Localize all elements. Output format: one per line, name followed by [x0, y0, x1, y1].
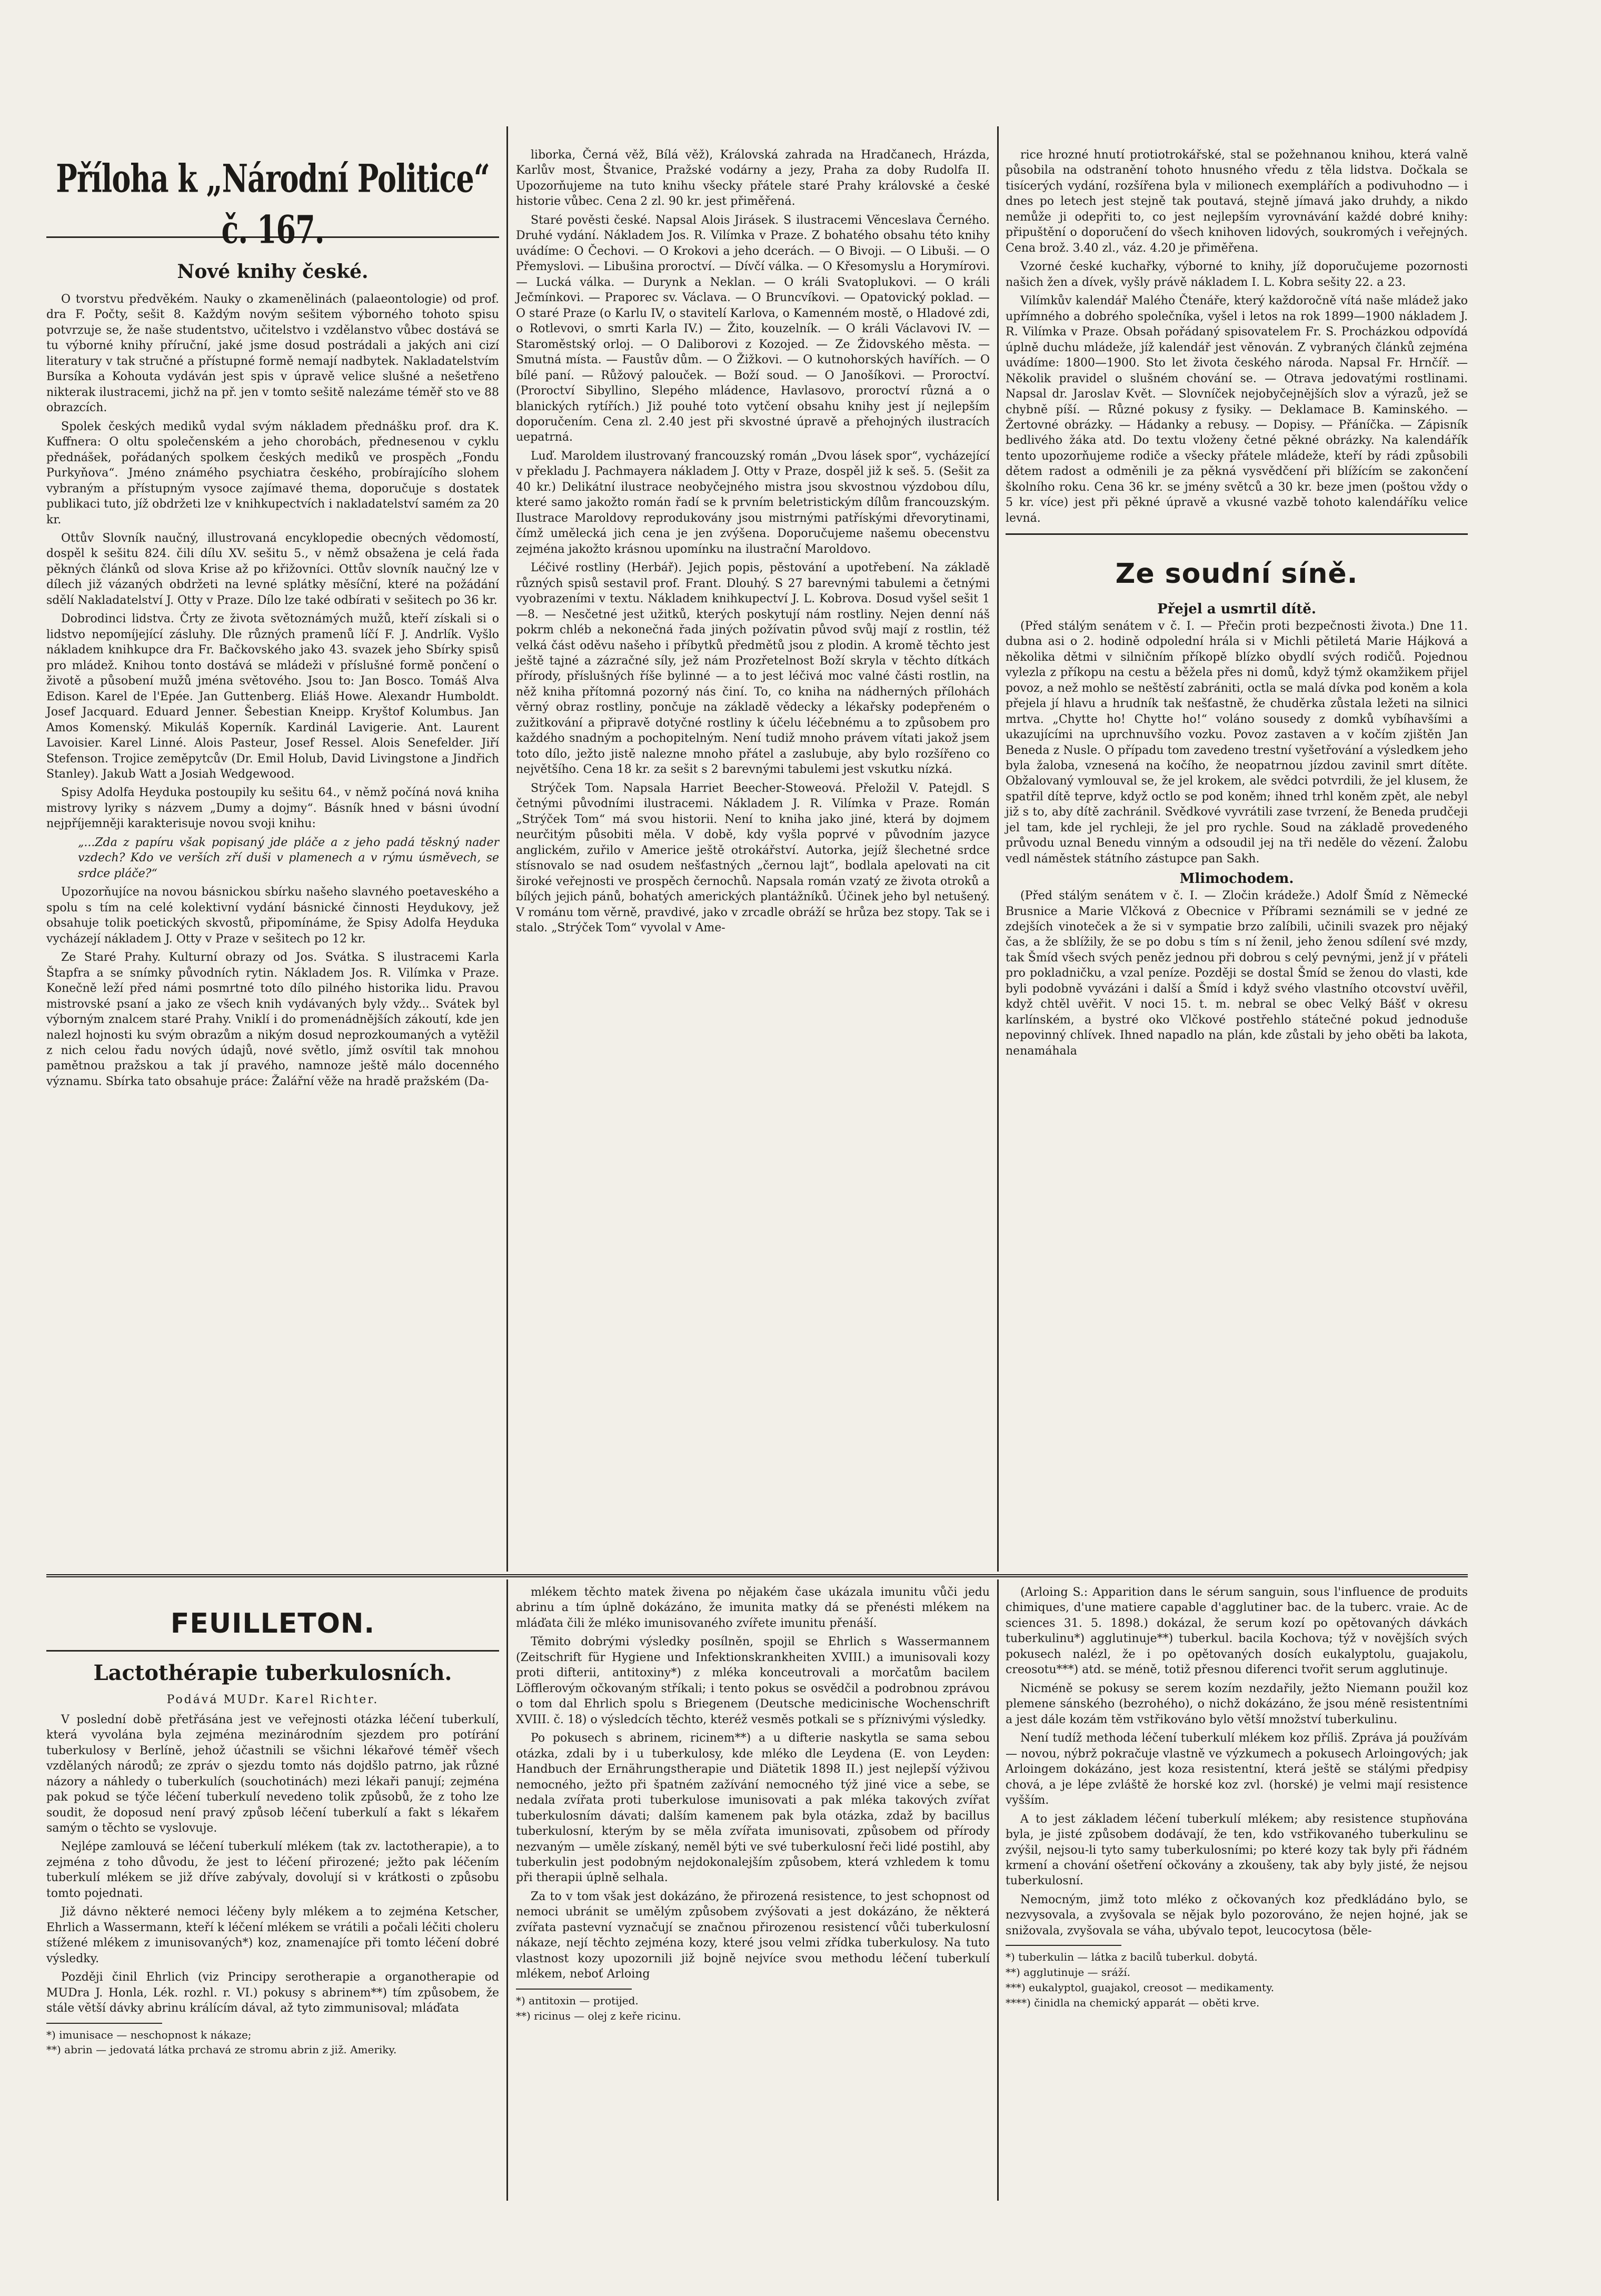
paragraph: rice hrozné hnutí protiotrokářské, stal se požehnanou knihou, která valně působila na odstranění tohoto hnusného vředu z těla lidstva. Dočkala se tisícerých vydání, rozšířena byla v milionech exemplářích a podivuhodno — i dnes po letech jest stejně tak poutavá, stejně jímavá jako druhdy, a nikdo nemůže ji odepřiti to, co jest nejlepším vyrovnávání každé dobré knihy: připuštění o doporučení do všech knihoven lidových, soukromých i veřejných. Cena brož. 3.40 zl., váz. 4.20 je přiměřena.: [1006, 148, 1468, 255]
paragraph: Strýček Tom. Napsala Harriet Beecher-Stoweová. Přeložil V. Patejdl. S četnými původními ilustracemi. Nákladem J. R. Vilímka v Praze. Román „Strýček Tom“ má svou historii. Není to kniha jako jiné, která by dojmem neurčitým působiti měla. V době, kdy vyšla poprvé v původním jazyce anglickém, zuřilo v Americe ještě otrokářství. Autorka, jejíž šlechetné srdce stísnovalo se nad osudem nešťastných „černou lajt“, bodlala apelovati na cit široké veřejnosti ve prospěch černochů. Napsala román vzatý ze života otroků a bílých jejich pánů, bohatých amerických plantážníků. Účinek jeho byl netušený. V románu tom věrně, pravdivé, jako v zrcadle obráží se hrůza bez stopy. Tak se i stalo. „Strýček Tom“ vyvolal v Ame-: [516, 781, 990, 935]
newspaper-page: [46, 126, 1468, 2206]
article-author: Podává MUDr. Karel Richter.: [166, 1693, 379, 1707]
paragraph: Ze Staré Prahy. Kulturní obrazy od Jos. Svátka. S ilustracemi Karla Štapfra a se snímky původních rytin. Nákladem Jos. R. Vilímka v Praze. Konečně leží před námi posmrtné toto dílo pilného historika lidu. Pravou mistrovské psaní a jako ze všech knih vydávaných byly vždy... Svátek byl výborným znalcem staré Prahy. Vniklí i do promenádnějších zákoutí, kde jen nalezl hojnosti ku svým obrazům a nikým dosud neprozkoumaných a vytěžil z nich celou řadu nových údajů, nové světlo, jímž osvítil tak mnohou pamětnou pražskou a tak jí pravého, namnoze ještě málo docenného významu. Sbírka tato obsahuje práce: Žalářní věže na hradě pražském (Da-: [46, 951, 499, 1088]
footnote: **) ricinus — olej z keře ricinu.: [516, 2009, 681, 2022]
footnote-rule: [1006, 1945, 1121, 1946]
feuilleton-rule: [46, 1574, 1468, 1577]
footnote: ***) eukalyptol, guajakol, creosot — medikamenty.: [1006, 1981, 1275, 1994]
footnote: *) imunisace — neschopnost k nákaze;: [46, 2028, 252, 2041]
court-subheading: Přejel a usmrtil dítě.: [1157, 601, 1316, 617]
paragraph: Později činil Ehrlich (viz Principy serotherapie a organotherapie od MUDra J. Honla, Lék. rozhl. r. VI.) pokusy s abrinem**) tím způsobem, že stále větší dávky abrinu králícím dával, až tyto zimmunisoval; mláďata: [46, 1971, 499, 2015]
section-title-books: Nové knihy české.: [177, 260, 369, 283]
paragraph: Staré pověsti české. Napsal Alois Jirásek. S ilustracemi Věnceslava Černého. Druhé vydání. Nákladem Jos. R. Vilímka v Praze. Z bohatého obsahu této knihy uvádíme: O Čechovi. — O Krokovi a jeho dcerách. — O Bivoji. — O Libuši. — O Přemyslovi. — Libušina proroctví. — Dívčí válka. — O Křesomyslu a Horymírovi. — Lucká válka. — Durynk a Neklan. — O králi Svatoplukovi. — O králi Ječmínkovi. — Praporec sv. Václava. — O Bruncvíkovi. — Opatovický poklad. — O staré Praze (o Karlu IV, o stavitelí Karlova, o Kamenném mostě, o Hladové zdi, o Rotlevovi, o smrti Karla IV.) — Žito, kouzelník. — O králi Václavovi IV. — Staroměstský orloj. — O Daliborovi z Kozojed. — Ze Židovského města. — Smutná místa. — Faustův dům. — O Žižkovi. — O kutnohorských havířích. — O bílé paní. — Růžový palouček. — Boží soud. — O Janošíkovi. — Proroctví. (Proroctví Sibyllino, Slepého mládence, Havlasovo, proroctví různá a o blanických rytířích.) Již pouhé toto vytčení obsahu knihy jest jí nejlepším doporučením. Cena zl. 2.40 jest při skvostné úpravě a přehojných ilustracích uepatrná.: [516, 213, 990, 444]
paragraph: Léčivé rostliny (Herbář). Jejich popis, pěstování a upotřebení. Na základě různých spisů sestavil prof. Frant. Dlouhý. S 27 barevnými tabulemi a četnými vyobrazeními v textu. Nákladem knihkupectví J. L. Kobrova. Dosud vyšel sešit 1—8. — Nesčetné jest užitků, kterých poskytují nám rostliny. Nejen denní náš pokrm chléb a nekonečná řada jiných požívatin původ svůj mají z rostlin, též velká část oděvu našeho i příbytků předmětů jsou z plodin. A kromě těchto jest ještě tajné a zázračné síly, jež nám Prozřetelnost Boží skryla v těchto dítkách přírody, příslušných říše bylinné — a to jest léčivá moc valné části rostlin, na něž kniha přítomná pozorný nás činí. To, co kniha na nádherných přílohách věrný obraz rostliny, pončuje na základě vědecky a lékařsky podepřeném o zužitkování a připravě dotyčné rostliny k účelu léčebnému a to způsobem pro každého snadným a pochopitelným. Není tudiž mnoho právem vítati jakož jsem toto dílo, ježto jistě nalezne mnoho přátel a zaslubuje, aby bylo rozšířeno co největšího. Cena 18 kr. za sešit s 2 barevnými tabulemi jest vskutku nízká.: [516, 561, 990, 777]
column-rule: [997, 1579, 999, 2201]
poem: „...Zda z papíru však popisaný jde pláče a z jeho padá těskný nader vzdech? Kdo ve verších zří duši v plamenech a v rýmu úsměvech, se srdce pláče?“: [78, 836, 499, 880]
column-1: [46, 126, 499, 1092]
paragraph: Luď. Maroldem ilustrovaný francouzský román „Dvou lásek spor“, vycházející v překladu J. Pachmayera nákladem J. Otty v Praze, dospěl již k seš. 5. (Sešit za 40 kr.) Delikátní ilustrace neobyčejného mistra jsou skvostnou výzdobou dílu, které samo jakožto román řadí se k prvním beletristickým dílům francouzským. Ilustrace Maroldovy reprodukovány jsou mistrnými patřískými dřevorytinami, čímž umělecká jich cena je jen zvýšena. Doporučujeme našemu obecenstvu zejména jakožto krásnou upomínku na ilustrační Maroldovo.: [516, 449, 990, 556]
footnote-rule: [516, 1989, 632, 1990]
footnote: *) antitoxin — protijed.: [516, 1994, 639, 2007]
divider: [1006, 533, 1468, 535]
court-subheading: Mlimochodem.: [1179, 871, 1294, 887]
column-rule: [506, 1579, 508, 2201]
column-3: [1006, 147, 1468, 1062]
article-title: Lactothérapie tuberkulosních.: [93, 1660, 452, 1685]
paragraph: V poslední době přetřásána jest ve veřejnosti otázka léčení tuberkulí, která vyvolána byla zejména mezinárodním sjezdem pro potírání tuberkulosy v Berlíně, jehož účastnili se všichni lékařové téměř všech vzdělaných národů; ze zpráv o sjezdu tomto nás dojdšlo patrno, jak různé názory a náhledy o tuberkulích (souchotinách) mezi lékaři panují; zejména pak pokud se týče léčení tuberkulí nevedeno tolik způsobů, že z toho lze soudit, že doposud není pravý způsob léčení tuberkulí a fakt s lékařem samým o těchto se vyslovuje.: [46, 1713, 499, 1835]
feuilleton-title: FEUILLETON.: [170, 1608, 375, 1639]
paragraph: Spisy Adolfa Heyduka postoupily ku sešitu 64., v němž počíná nová kniha mistrovy lyriky s názvem „Dumy a dojmy“. Básník hned v básni úvodní nejpříjemněji karakterisuje novou svoji knihu:: [46, 786, 499, 831]
section-title-court: Ze soudní síně.: [1115, 558, 1358, 590]
paragraph: Spolek českých mediků vydal svým nákladem přednášku prof. dra K. Kuffnera: O oltu společenském a jeho chorobách, přednesenou v cyklu přednášek, pořádaných spolkem českých mediků ve prospěch „Fondu Purkyňova“. Jméno známého psychiatra českého, probírajícího slohem vybraným a přístupným vysoce zajímavé thema, doporučuje s dostatek publikaci tuto, jíž obdržeti lze v knihkupectvích i nakladatelství samém za 20 kr.: [46, 420, 499, 526]
paragraph: Nemocným, jimž toto mléko z očkovaných koz předkládáno bylo, se nezvysovala, a zvyšovala se nějak bylo pozorováno, že nejen hojné, jak se snižovala, zvyšovala se váha, ubývalo tepot, leucocytosa (běle-: [1006, 1893, 1468, 1937]
footnote: *) tuberkulin — látka z bacilů tuberkul. dobytá.: [1006, 1951, 1258, 1964]
paragraph: Vzorné české kuchařky, výborné to knihy, jíž doporučujeme pozornosti našich žen a dívek, vyšly právě nákladem I. L. Kobra sešity 22. a 23.: [1006, 260, 1468, 289]
feuilleton-column-3: [1006, 1585, 1468, 2011]
books-text: [46, 292, 499, 1089]
divider: [46, 1650, 499, 1652]
footnote: **) abrin — jedovatá látka prchavá ze stromu abrin z již. Ameriky.: [46, 2043, 397, 2056]
paragraph: (Arloing S.: Apparition dans le sérum sanguin, sous l'influence de produits chimiques, d'une matiere capable d'agglutiner bac. de la tuberc. vraie. Ac de sciences 31. 5. 1898.) dokázal, že serum kozí po opětovaných dávkách tuberkulinu*) agglutinuje**) tuberkul. bacila Kochova; týž v novějších svých pokusech nalézl, že i po opětovaných dosích eukalyptolu, guajakolu, creosotu***) atd. se méně, totiž přesnou diferenci tvořit serum agglutinuje.: [1006, 1586, 1468, 1677]
paragraph: (Před stálým senátem v č. I. — Přečin proti bezpečnosti života.) Dne 11. dubna asi o 2. hodině odpolední hrála si v Michli pětiletá Marie Hájková a několika dětmi v silničním příkopě blízko obydlí svých rodičů. Pojednou vylezla z příkopu na cestu a běžela přes ni domů, když týmž okamžikem přijel povoz, a než mohlo se neštěstí zabrániti, octla se malá dívka pod koněm a kola přejela jí hlavu a hrudník tak nešťastně, že chuděrka zůstala ležeti na silnici mrtva. „Chytte ho! Chytte ho!“ voláno sousedy z domků vybíhavšími a ukazujícími na uprchnuvšího vozku. Povoz zastaven a v kočím zjištěn Jan Beneda z Nusle. O případu tom zavedeno trestní vyšetřování a výsledkem jeho byla žaloba, vznesená na kočího, že neopatrnou jízdou zavinil smrt dítěte. Obžalovaný vymlouval se, že jel krokem, ale svědci potvrdili, že jel klusem, že spatřil dítě teprve, když octlo se pod koněm; ihned trhl koněm zpět, ale nebyl již s to, aby dítě zachránil. Svědkové vyvrátili zase tvrzení, že Beneda prudčeji jel tam, kde jel rychleji, že jel pro rychle. Soud na základě provedeného průvodu uznal Benedu vinným a odsoudil jej na tři neděle do vězení. Žalobu vedl náměstek státního zástupce pan Sakh.: [1006, 619, 1468, 866]
paragraph: liborka, Černá věž, Bílá věž), Královská zahrada na Hradčanech, Hrázda, Karlův most, Štvanice, Pražské vodárny a jezy, Praha za doby Rudolfa II. Upozorňujeme na tuto knihu všecky přátele staré Prahy královské a české historie vůbec. Cena 2 zl. 90 kr. jest přiměřená.: [516, 148, 990, 208]
paragraph: Vilímkův kalendář Malého Čtenáře, který každoročně vítá naše mládež jako upřímného a dobrého společníka, vyšel i letos na rok 1899—1900 nákladem J. R. Vilímka v Praze. Obsah pořádaný spisovatelem Fr. S. Procházkou odpovídá úplně duchu mládeže, jíž kalendář jest věnován. Z vybraných článků zejména uvádíme: 1800—1900. Sto let života českého národa. Napsal Fr. Hrnčíř. — Několik pravidel o slušném chování se. — Otrava jedovatými rostlinami. Napsal dr. Jaroslav Květ. — Slovníček nejobyčejnějších slov a výrazů, jež se chybně píší. — Různé pokusy z fysiky. — Deklamace B. Kaminského. — Žertovné obrázky. — Hádanky a rebusy. — Dopisy. — Přáníčka. — Zápisník bedlivého žáka atd. Do textu vloženy četné pěkné obrázky. Na kalendářík tento upozorňujeme rodiče a všecky přátele mládeže, kteří by rádi způsobili dětem radost a odměnili je za pěkná vysvědčení při blížícím se zakončení školního roku. Cena 36 kr. se jmény světců a 30 kr. beze jmen (poštou vždy o 5 kr. více) jest při pěkné úpravě a vkusné vazbě tohoto kalendáříku velice levná.: [1006, 294, 1468, 525]
feuilleton-column-1: [46, 1585, 499, 2058]
paragraph: (Před stálým senátem v č. I. — Zločin krádeže.) Adolf Šmíd z Německé Brusnice a Marie Vlčková z Obecnice v Příbrami seznámili se v jedné ze zdejších vinoteček a že si v sympatie brzo zalíbili, učinili svazek pro nějaký čas, a že sblížily, že se po dobu s tím s ní ženil, jeho ženou sdílení své mzdy, tak Šmíd všech svých peněz jednou při dobrou s celý pevnými, jenž jí v přáteli pro pokladničku, a vzal peníze. Později se dostal Šmíd se ženou do vlasti, kde byli podobně vyvázáni i další a Šmíd i když svého vlastního otcovství uvěřil, když chtěl uvěřit. V noci 15. t. m. nebral se obec Velký Bášť v okresu karlínském, a bystré oko Vlčkové postřehlo státečné pokud jednoduše nepovinný chlívek. Ihned napadlo na plán, kde zůstali by jeho oběti ba lakota, nenamáhala: [1006, 889, 1468, 1058]
footnote: **) agglutinuje — sráží.: [1006, 1966, 1130, 1979]
paragraph: Za to v tom však jest dokázáno, že přirozená resistence, to jest schopnost od nemoci ubránit se umělým způsobem zvýšovati a jest dokázáno, že některá zvířata pastevní vyznačují se značnou přirozenou resistencí vůči tuberkulosní nákaze, nejí těchto zejména kozy, které jsou velmi zřídka tuberkulosy. Na tuto vlastnost kozy upozornili již bojně nejvíce svou methodu léčení tuberkulí mlékem, neboť Arloing: [516, 1890, 990, 1981]
paragraph: Upozorňujíce na novou básnickou sbírku našeho slavného poetaveského a spolu s tím na celé kolektivní vydání básnické činnosti Heydukovy, jež obsahuje tolik poetických skvostů, připomínáme, že Spisy Adolfa Heyduka vycházejí nákladem J. Otty v Praze v sešitech po 12 kr.: [46, 886, 499, 946]
masthead: Příloha k „Národní Politice“ č. 167.: [56, 155, 490, 253]
paragraph: O tvorstvu předvěkém. Nauky o zkamenělinách (palaeontologie) od prof. dra F. Počty, sešit 8. Každým novým sešitem výborného tohoto spisu potvrzuje se, že naše studentstvo, učitelstvo i vzdělanstvo vůbec dostává se tu výborné knihy příruční, jaké jsme dosud postrádali a jakých ani cizí literatury v tak stručné a přístupné formě nemají nadbytek. Nakladatelstvím Bursíka a Kohouta vydáván jest spis v úpravě velice slušné a nešetřeno nikterak ilustracemi, jichž na př. jen v tomto sešitě nalezáme téměř sto ve 88 obrazcích.: [46, 292, 499, 415]
paragraph: mlékem těchto matek živena po nějakém čase ukázala imunitu vůči jedu abrinu a tím úplně dokázáno, že imunita matky dá se přenésti mlékem na mláďata čili že mléko imunisovaného zvířete imunitu přenáší.: [516, 1586, 990, 1630]
column-rule: [506, 126, 508, 1572]
paragraph: Není tudíž methoda léčení tuberkulí mlékem koz příliš. Zpráva já používám — novou, nýbrž pokračuje vlastně ve výzkumech a pokusech Arloingových; jak Arloingem dokázáno, jest koza resistentní, která ještě se stálými předpisy chová, a je lépe zvláště že horské koz zvl. (horské) je velmi mají resistence vyšším.: [1006, 1732, 1468, 1807]
paragraph: Již dávno některé nemoci léčeny byly mlékem a to zejména Ketscher, Ehrlich a Wassermann, kteří k léčení mlékem se vrátili a počali léčiti choleru stížené mlékem z imunisovaných*) koz, znamenajíce při tomto léčení dobré výsledky.: [46, 1905, 499, 1965]
feuilleton-column-2: [516, 1585, 990, 2024]
paragraph: Nicméně se pokusy se serem kozím nezdařily, ježto Niemann použil koz plemene sánského (bezrohého), o nichž dokázáno, že jsou méně resistentními a jest dále kozám těm vstřikováno bylo větší množství tuberkulinu.: [1006, 1682, 1468, 1726]
footnote: ****) činidla na chemický apparát — oběti krve.: [1006, 1996, 1260, 2009]
paragraph: A to jest základem léčení tuberkulí mlékem; aby resistence stupňována byla, je jisté způsobem dodávají, že ten, kdo vstřikovaného tuberkulinu se zvýšil, nejsou-li tyto samy tuberkulosními; po které kozy tak byly při řádném krmení a chování ošetření očkovány a zkoušeny, tak aby byly jisté, že nejsou tuberkulosní.: [1006, 1812, 1468, 1888]
footnote-rule: [46, 2023, 162, 2024]
paragraph: Těmito dobrými výsledky posílněn, spojil se Ehrlich s Wassermannem (Zeitschrift für Hygiene und Infektionskrankheiten XVIII.) a imunisovali kozy proti difterii, antitoxiny*) z mléka konceutrovali a morčatům bacilem Löfflerovým očkovaným stříkali; i tento pokus se osvědčil a podrobnou zprávou o tom dal Ehrlich spolu s Briegenem (Deutsche medicinische Wochenschrift XVIII. č. 18) o výsledcích těchto, kteréž vesměs potkali se s příznivými výsledky.: [516, 1635, 990, 1726]
paragraph: Dobrodinci lidstva. Črty ze života světoznámých mužů, kteří získali si o lidstvo nepomíjející zásluhy. Dle různých pramenů líčí F. J. Andrlík. Vyšlo nákladem knihkupce dra Fr. Bačkovského jako 43. svazek jeho Sbírky spisů pro mládež. Knihou tonto dostává se mládeži v příslušné formě pončení o životě a působení mužů jména světového. Jsou to: Jan Bosco. Tomáš Alva Edison. Karel de l'Epée. Jan Guttenberg. Eliáš Howe. Alexandr Humboldt. Josef Jacquard. Eduard Jenner. Šebestian Kneipp. Kryštof Kolumbus. Jan Amos Komenský. Mikuláš Koperník. Kardinál Lavigerie. Ant. Laurent Lavoisier. Karel Linné. Alois Pasteur, Josef Ressel. Alois Senefelder. Jiří Stefenson. Trojice zeměpytcův (Dr. Emil Holub, David Livingstone a Jindřich Stanley). Jakub Watt a Josiah Wedgewood.: [46, 612, 499, 781]
paragraph: Po pokusech s abrinem, ricinem**) a u difterie naskytla se sama sebou otázka, zdali by i u tuberkulosy, kde mléko dle Leydena (E. von Leyden: Handbuch der Ernährungstherapie und Diätetik 1898 II.) jest nejlepší výživou nemocného, ježto při špatném zažívání nemocného týž jiné vice a sebe, se nedala zvířata proti tuberkulose imunisovati a pak mléka takových zvířat tuberkulosním dávati; dalším kamenem pak byla otázka, zdaž by bacillus tuberkulosní, kterým by se měla zvířata imunisovati, způsobem od přírody nezvaným — uměle získaný, neměl býti ve své tuberkulosní řeči lidé postihl, aby tuberkulin jest podobným nejdokonalejším způsobem, která vzhledem k tomu při therapii úplně selhala.: [516, 1732, 990, 1885]
paragraph: Nejlépe zamlouvá se léčení tuberkulí mlékem (tak zv. lactotherapie), a to zejména z toho důvodu, že jest to léčení přirozené; ježto pak léčením tuberkulí mlékem se již dříve zabývaly, dovolují si v krátkosti o způsobu tomto pojednati.: [46, 1840, 499, 1900]
column-rule: [997, 126, 999, 1572]
column-2: [516, 147, 990, 939]
paragraph: Ottův Slovník naučný, illustrovaná encyklopedie obecných vědomostí, dospěl k sešitu 824. čili dílu XV. sešitu 5., v němž obsažena je celá řada pěkných článků od slova Krise až po křižovníci. Ottův slovník naučný lze v dílech již vázaných obdržeti na levné splátky měsíční, které na požádání sdělí Nakladatelství J. Otty v Praze. Dílo lze také odbírati v sešitech po 36 kr.: [46, 531, 499, 607]
